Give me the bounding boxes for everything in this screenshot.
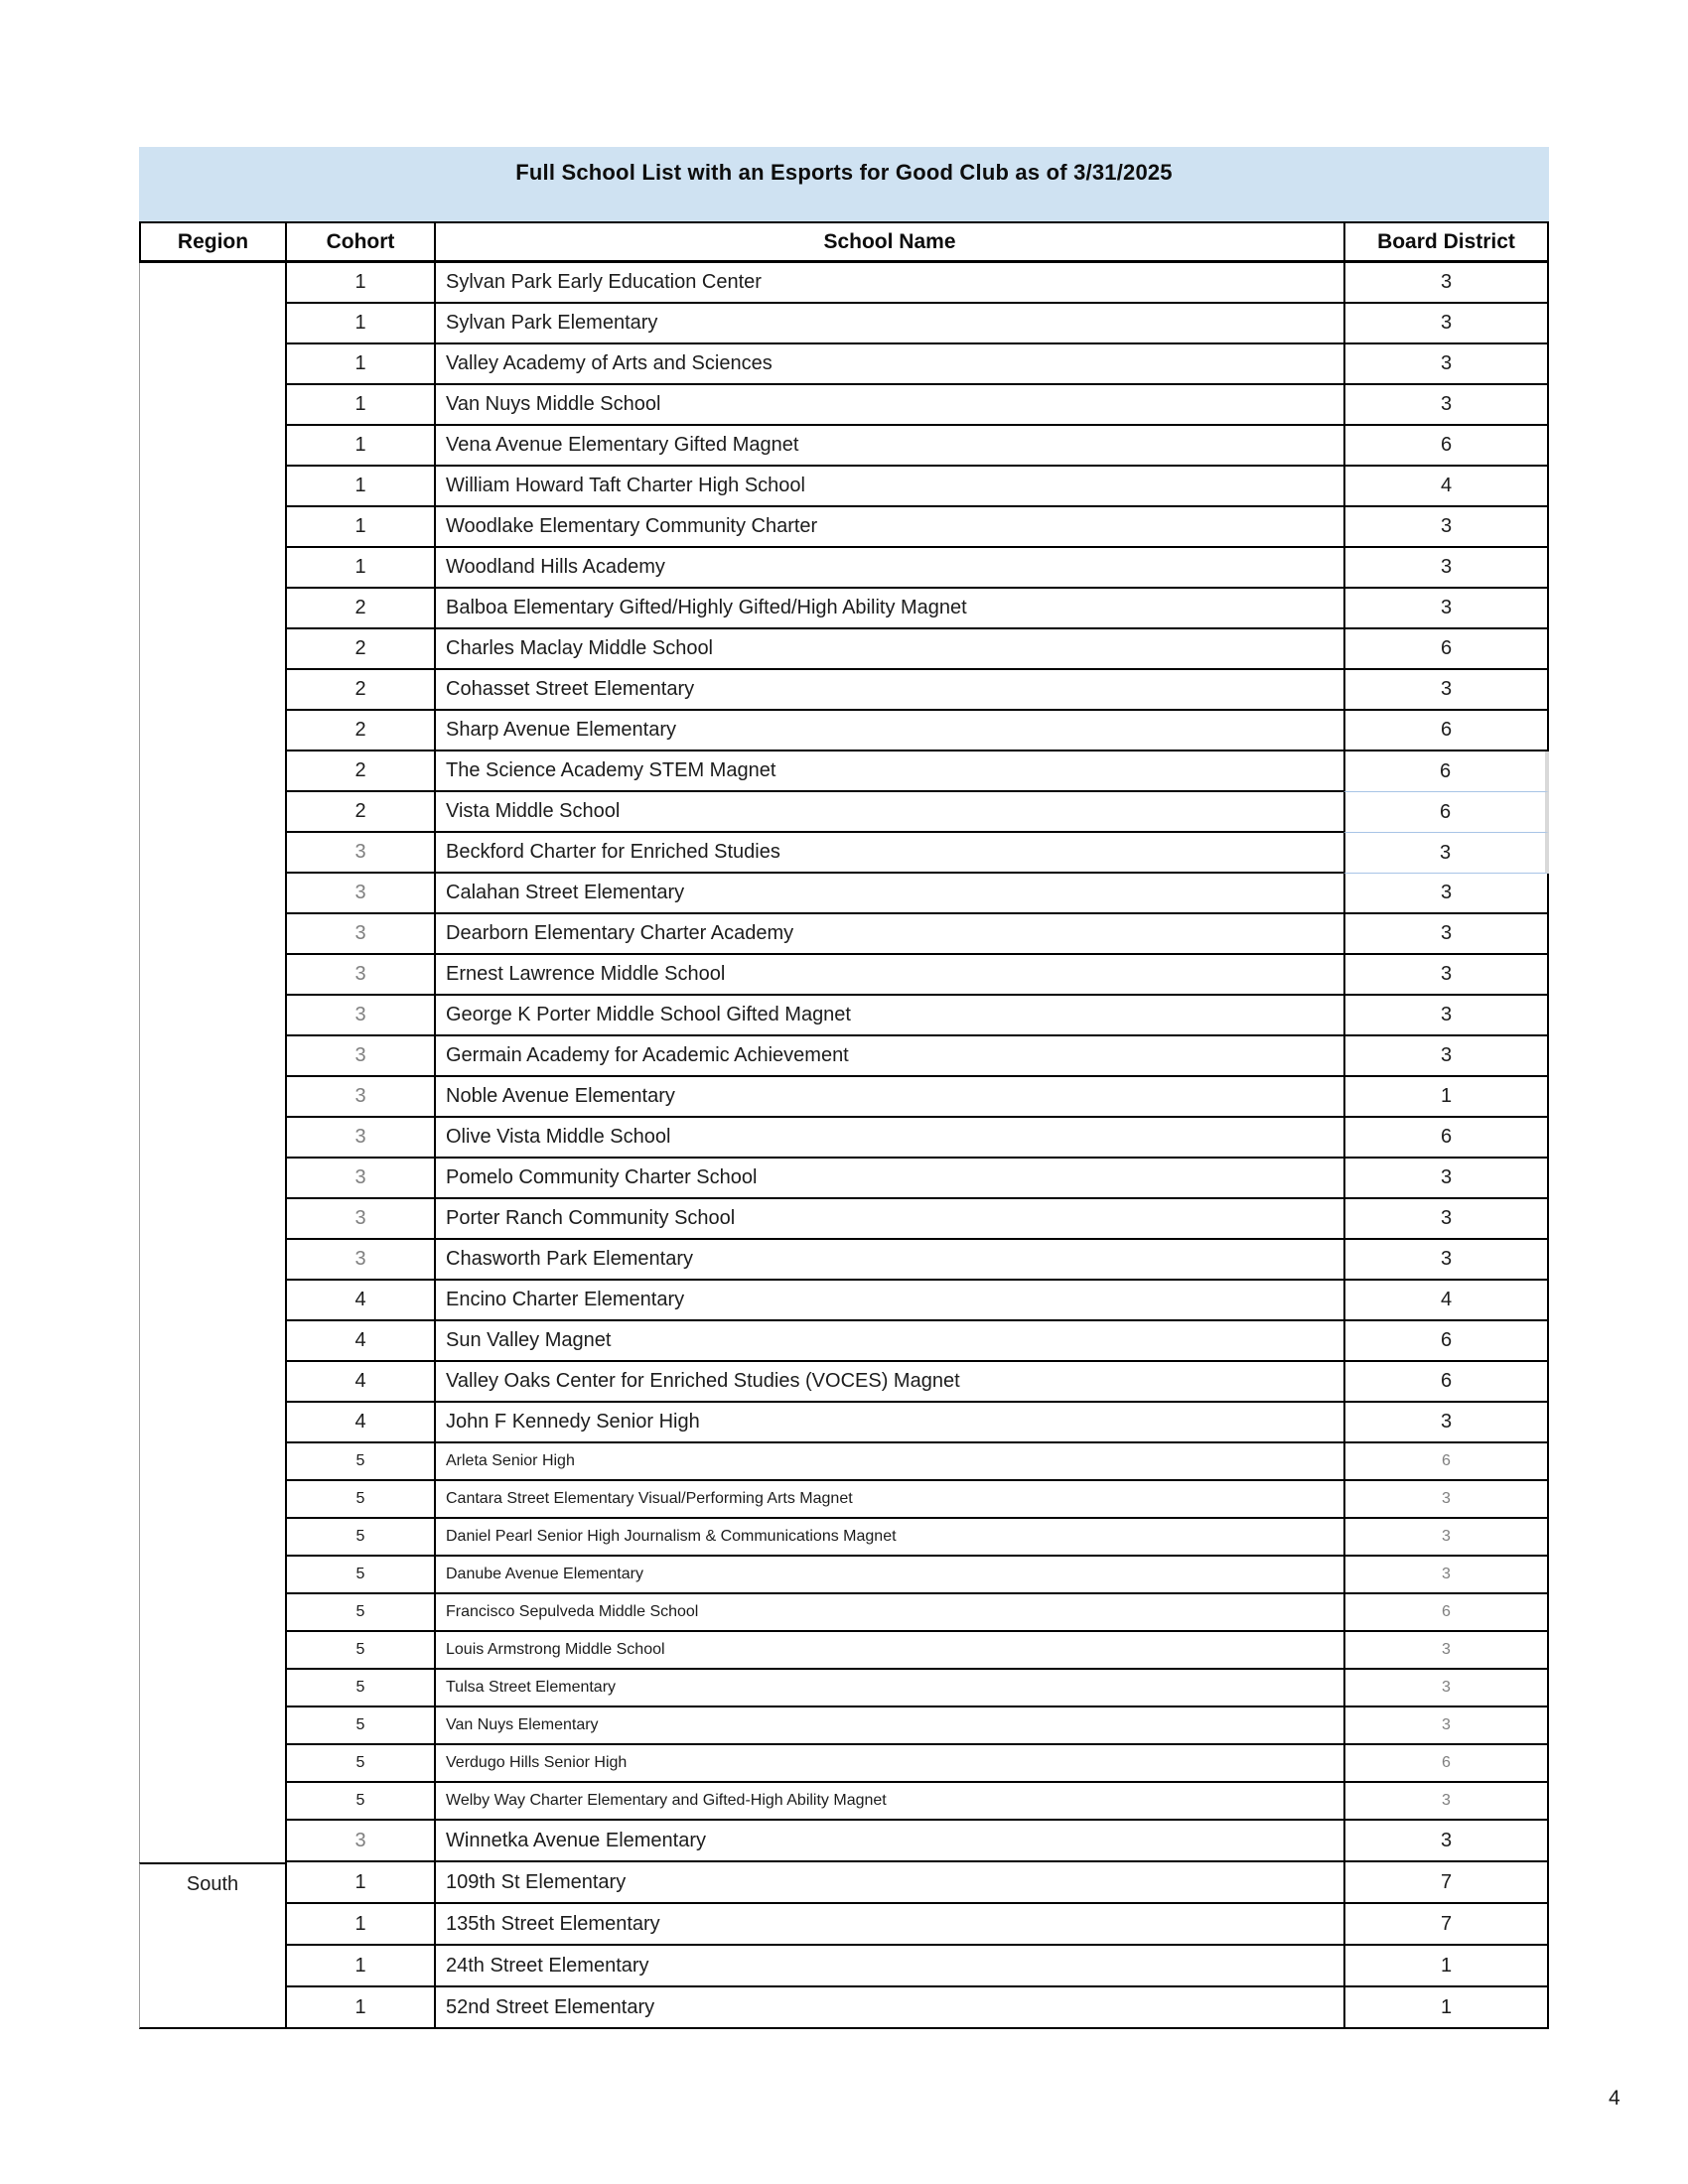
cohort-cell: 3 bbox=[285, 1077, 434, 1118]
region-cell bbox=[139, 1904, 285, 1946]
table-row bbox=[139, 1362, 1549, 1403]
region-cell bbox=[139, 629, 285, 670]
school-name-cell: Noble Avenue Elementary bbox=[434, 1077, 1343, 1118]
school-name-cell: Woodlake Elementary Community Charter bbox=[434, 507, 1343, 548]
table-row bbox=[139, 1904, 1549, 1946]
cohort-cell: 5 bbox=[285, 1519, 434, 1557]
table-row bbox=[139, 1783, 1549, 1821]
region-cell bbox=[139, 1036, 285, 1077]
board-district-cell: 6 bbox=[1343, 629, 1549, 670]
board-district-cell: 7 bbox=[1343, 1904, 1549, 1946]
school-name-cell: Sylvan Park Elementary bbox=[434, 304, 1343, 344]
region-cell bbox=[139, 467, 285, 507]
board-district-cell: 4 bbox=[1343, 1281, 1549, 1321]
table-row bbox=[139, 1594, 1549, 1632]
table-row bbox=[139, 1199, 1549, 1240]
table-row bbox=[139, 1987, 1549, 2029]
board-district-cell: 6 bbox=[1343, 1362, 1549, 1403]
school-name-cell: Porter Ranch Community School bbox=[434, 1199, 1343, 1240]
region-cell bbox=[139, 1159, 285, 1199]
school-name-cell: 109th St Elementary bbox=[434, 1862, 1343, 1904]
table-row bbox=[139, 751, 1549, 792]
region-cell bbox=[139, 1821, 285, 1862]
table-row bbox=[139, 1670, 1549, 1707]
table-row bbox=[139, 263, 1549, 304]
school-name-cell: The Science Academy STEM Magnet bbox=[434, 751, 1343, 792]
region-cell bbox=[139, 1443, 285, 1481]
school-name-cell: Vena Avenue Elementary Gifted Magnet bbox=[434, 426, 1343, 467]
school-name-cell: Dearborn Elementary Charter Academy bbox=[434, 914, 1343, 955]
cohort-cell: 1 bbox=[285, 426, 434, 467]
table-row bbox=[139, 1481, 1549, 1519]
board-district-cell: 3 bbox=[1343, 507, 1549, 548]
cohort-cell: 4 bbox=[285, 1403, 434, 1443]
board-district-cell: 3 bbox=[1343, 589, 1549, 629]
region-cell bbox=[139, 344, 285, 385]
table-body bbox=[139, 263, 1549, 2029]
school-name-cell: Valley Oaks Center for Enriched Studies (VOCES) Magnet bbox=[434, 1362, 1343, 1403]
school-name-cell: Van Nuys Middle School bbox=[434, 385, 1343, 426]
region-cell bbox=[139, 385, 285, 426]
region-cell bbox=[139, 1281, 285, 1321]
school-name-cell: John F Kennedy Senior High bbox=[434, 1403, 1343, 1443]
cohort-cell: 5 bbox=[285, 1557, 434, 1594]
cohort-cell: 1 bbox=[285, 385, 434, 426]
school-name-cell: Verdugo Hills Senior High bbox=[434, 1745, 1343, 1783]
board-district-cell: 3 bbox=[1343, 914, 1549, 955]
region-cell bbox=[139, 1321, 285, 1362]
table-row bbox=[139, 1036, 1549, 1077]
school-name-cell: Beckford Charter for Enriched Studies bbox=[434, 833, 1343, 874]
board-district-cell: 3 bbox=[1343, 1199, 1549, 1240]
table-row bbox=[139, 1118, 1549, 1159]
cohort-cell: 1 bbox=[285, 1904, 434, 1946]
board-district-cell: 6 bbox=[1343, 792, 1549, 833]
cohort-cell: 3 bbox=[285, 833, 434, 874]
school-name-cell: Winnetka Avenue Elementary bbox=[434, 1821, 1343, 1862]
cohort-cell: 3 bbox=[285, 1159, 434, 1199]
board-district-cell: 3 bbox=[1343, 1519, 1549, 1557]
table-row bbox=[139, 955, 1549, 996]
table-row bbox=[139, 792, 1549, 833]
region-cell bbox=[139, 955, 285, 996]
board-district-cell: 6 bbox=[1343, 1594, 1549, 1632]
table-row bbox=[139, 589, 1549, 629]
region-cell bbox=[139, 1594, 285, 1632]
table-title-banner bbox=[139, 147, 1549, 221]
school-name-cell: Danube Avenue Elementary bbox=[434, 1557, 1343, 1594]
school-name-cell: Encino Charter Elementary bbox=[434, 1281, 1343, 1321]
region-cell bbox=[139, 1745, 285, 1783]
board-district-cell: 3 bbox=[1343, 1403, 1549, 1443]
table-row bbox=[139, 1321, 1549, 1362]
region-cell bbox=[139, 1987, 285, 2029]
region-cell bbox=[139, 1077, 285, 1118]
region-cell bbox=[139, 833, 285, 874]
table-row bbox=[139, 385, 1549, 426]
region-cell bbox=[139, 1632, 285, 1670]
cohort-cell: 5 bbox=[285, 1670, 434, 1707]
region-cell bbox=[139, 1118, 285, 1159]
school-name-cell: Sharp Avenue Elementary bbox=[434, 711, 1343, 751]
region-cell bbox=[139, 914, 285, 955]
table-row bbox=[139, 996, 1549, 1036]
cohort-cell: 3 bbox=[285, 874, 434, 914]
cohort-cell: 3 bbox=[285, 955, 434, 996]
table-row bbox=[139, 1240, 1549, 1281]
cohort-cell: 3 bbox=[285, 1118, 434, 1159]
school-name-cell: 135th Street Elementary bbox=[434, 1904, 1343, 1946]
cohort-cell: 1 bbox=[285, 304, 434, 344]
board-district-cell: 3 bbox=[1343, 670, 1549, 711]
school-name-cell: Valley Academy of Arts and Sciences bbox=[434, 344, 1343, 385]
board-district-cell: 3 bbox=[1343, 1821, 1549, 1862]
board-district-cell: 3 bbox=[1343, 548, 1549, 589]
region-cell bbox=[139, 1519, 285, 1557]
region-cell bbox=[139, 1783, 285, 1821]
cohort-cell: 5 bbox=[285, 1632, 434, 1670]
school-name-cell: Sylvan Park Early Education Center bbox=[434, 263, 1343, 304]
cohort-cell: 3 bbox=[285, 1240, 434, 1281]
region-cell bbox=[139, 426, 285, 467]
school-name-cell: Arleta Senior High bbox=[434, 1443, 1343, 1481]
board-district-cell: 3 bbox=[1343, 955, 1549, 996]
table-row bbox=[139, 914, 1549, 955]
school-name-cell: Cantara Street Elementary Visual/Performing Arts Magnet bbox=[434, 1481, 1343, 1519]
region-cell bbox=[139, 589, 285, 629]
region-cell bbox=[139, 1557, 285, 1594]
cohort-cell: 1 bbox=[285, 263, 434, 304]
board-district-cell: 1 bbox=[1343, 1987, 1549, 2029]
school-name-cell: Woodland Hills Academy bbox=[434, 548, 1343, 589]
cohort-cell: 2 bbox=[285, 629, 434, 670]
table-row bbox=[139, 304, 1549, 344]
table-row bbox=[139, 548, 1549, 589]
table-row bbox=[139, 1707, 1549, 1745]
region-cell bbox=[139, 1481, 285, 1519]
board-district-cell: 6 bbox=[1343, 1321, 1549, 1362]
school-name-cell: Balboa Elementary Gifted/Highly Gifted/High Ability Magnet bbox=[434, 589, 1343, 629]
school-name-cell: Olive Vista Middle School bbox=[434, 1118, 1343, 1159]
table-row bbox=[139, 1557, 1549, 1594]
table-row bbox=[139, 1946, 1549, 1987]
region-cell bbox=[139, 670, 285, 711]
region-cell bbox=[139, 1199, 285, 1240]
region-cell bbox=[139, 792, 285, 833]
table-row bbox=[139, 629, 1549, 670]
board-district-cell: 1 bbox=[1343, 1077, 1549, 1118]
region-cell bbox=[139, 1670, 285, 1707]
cohort-cell: 2 bbox=[285, 792, 434, 833]
cohort-cell: 5 bbox=[285, 1707, 434, 1745]
region-cell bbox=[139, 263, 285, 304]
school-name-cell: Vista Middle School bbox=[434, 792, 1343, 833]
table-row bbox=[139, 426, 1549, 467]
region-cell bbox=[139, 1240, 285, 1281]
region-cell bbox=[139, 874, 285, 914]
cohort-cell: 5 bbox=[285, 1594, 434, 1632]
cohort-cell: 2 bbox=[285, 589, 434, 629]
table-row bbox=[139, 1745, 1549, 1783]
region-cell bbox=[139, 1707, 285, 1745]
table-row bbox=[139, 467, 1549, 507]
school-name-cell: 52nd Street Elementary bbox=[434, 1987, 1343, 2029]
board-district-cell: 6 bbox=[1343, 1443, 1549, 1481]
school-name-cell: Pomelo Community Charter School bbox=[434, 1159, 1343, 1199]
cohort-cell: 4 bbox=[285, 1362, 434, 1403]
school-name-cell: Ernest Lawrence Middle School bbox=[434, 955, 1343, 996]
table-row bbox=[139, 1519, 1549, 1557]
cohort-cell: 1 bbox=[285, 507, 434, 548]
cohort-cell: 2 bbox=[285, 751, 434, 792]
school-name-cell: Louis Armstrong Middle School bbox=[434, 1632, 1343, 1670]
cohort-cell: 4 bbox=[285, 1281, 434, 1321]
school-name-cell: Cohasset Street Elementary bbox=[434, 670, 1343, 711]
school-name-cell: Germain Academy for Academic Achievement bbox=[434, 1036, 1343, 1077]
school-name-cell: Tulsa Street Elementary bbox=[434, 1670, 1343, 1707]
cohort-cell: 5 bbox=[285, 1783, 434, 1821]
board-district-cell: 3 bbox=[1343, 263, 1549, 304]
cohort-cell: 1 bbox=[285, 467, 434, 507]
table-row bbox=[139, 1632, 1549, 1670]
board-district-cell: 3 bbox=[1343, 1240, 1549, 1281]
page-number: 4 bbox=[1609, 2087, 1620, 2110]
board-district-cell: 6 bbox=[1343, 751, 1549, 792]
school-name-cell: Van Nuys Elementary bbox=[434, 1707, 1343, 1745]
cohort-cell: 1 bbox=[285, 344, 434, 385]
cohort-cell: 3 bbox=[285, 996, 434, 1036]
table-row bbox=[139, 1403, 1549, 1443]
board-district-cell: 6 bbox=[1343, 1118, 1549, 1159]
board-district-cell: 3 bbox=[1343, 874, 1549, 914]
board-district-cell: 3 bbox=[1343, 1481, 1549, 1519]
school-name-cell: 24th Street Elementary bbox=[434, 1946, 1343, 1987]
board-district-cell: 1 bbox=[1343, 1946, 1549, 1987]
school-name-cell: George K Porter Middle School Gifted Magnet bbox=[434, 996, 1343, 1036]
table-row bbox=[139, 507, 1549, 548]
cohort-cell: 1 bbox=[285, 548, 434, 589]
board-district-cell: 3 bbox=[1343, 1557, 1549, 1594]
region-cell bbox=[139, 304, 285, 344]
school-name-cell: Daniel Pearl Senior High Journalism & Communications Magnet bbox=[434, 1519, 1343, 1557]
table-row bbox=[139, 1281, 1549, 1321]
table-row bbox=[139, 833, 1549, 874]
table-row bbox=[139, 1077, 1549, 1118]
cohort-cell: 4 bbox=[285, 1321, 434, 1362]
region-cell bbox=[139, 507, 285, 548]
region-cell bbox=[139, 1362, 285, 1403]
board-district-cell: 3 bbox=[1343, 1670, 1549, 1707]
region-cell bbox=[139, 1946, 285, 1987]
table-row bbox=[139, 711, 1549, 751]
table-row bbox=[139, 1862, 1549, 1904]
school-name-cell: Francisco Sepulveda Middle School bbox=[434, 1594, 1343, 1632]
board-district-cell: 3 bbox=[1343, 344, 1549, 385]
column-header-school-name: School Name bbox=[434, 223, 1343, 260]
school-name-cell: William Howard Taft Charter High School bbox=[434, 467, 1343, 507]
board-district-cell: 3 bbox=[1343, 1036, 1549, 1077]
board-district-cell: 6 bbox=[1343, 426, 1549, 467]
board-district-cell: 3 bbox=[1343, 304, 1549, 344]
school-name-cell: Charles Maclay Middle School bbox=[434, 629, 1343, 670]
column-header-region: Region bbox=[139, 223, 285, 260]
cohort-cell: 1 bbox=[285, 1862, 434, 1904]
table-header-row bbox=[139, 221, 1549, 263]
region-cell bbox=[139, 1403, 285, 1443]
column-header-cohort: Cohort bbox=[285, 223, 434, 260]
cohort-cell: 5 bbox=[285, 1481, 434, 1519]
board-district-cell: 3 bbox=[1343, 833, 1549, 874]
region-cell bbox=[139, 751, 285, 792]
table-row bbox=[139, 874, 1549, 914]
board-district-cell: 6 bbox=[1343, 711, 1549, 751]
table-row bbox=[139, 670, 1549, 711]
school-list-table bbox=[139, 147, 1549, 2029]
cohort-cell: 3 bbox=[285, 1036, 434, 1077]
school-name-cell: Calahan Street Elementary bbox=[434, 874, 1343, 914]
board-district-cell: 3 bbox=[1343, 1159, 1549, 1199]
table-row bbox=[139, 1443, 1549, 1481]
cohort-cell: 3 bbox=[285, 1821, 434, 1862]
region-cell: South bbox=[139, 1862, 285, 1904]
cohort-cell: 2 bbox=[285, 711, 434, 751]
cohort-cell: 3 bbox=[285, 1199, 434, 1240]
cohort-cell: 1 bbox=[285, 1987, 434, 2029]
cohort-cell: 5 bbox=[285, 1443, 434, 1481]
board-district-cell: 3 bbox=[1343, 1783, 1549, 1821]
cohort-cell: 2 bbox=[285, 670, 434, 711]
table-row bbox=[139, 1821, 1549, 1862]
table-title: Full School List with an Esports for Good Club as of 3/31/2025 bbox=[515, 160, 1173, 185]
cohort-cell: 1 bbox=[285, 1946, 434, 1987]
school-name-cell: Chasworth Park Elementary bbox=[434, 1240, 1343, 1281]
region-cell bbox=[139, 996, 285, 1036]
board-district-cell: 7 bbox=[1343, 1862, 1549, 1904]
board-district-cell: 3 bbox=[1343, 996, 1549, 1036]
board-district-cell: 3 bbox=[1343, 385, 1549, 426]
board-district-cell: 3 bbox=[1343, 1707, 1549, 1745]
table-row bbox=[139, 344, 1549, 385]
cohort-cell: 3 bbox=[285, 914, 434, 955]
table-row bbox=[139, 1159, 1549, 1199]
board-district-cell: 6 bbox=[1343, 1745, 1549, 1783]
board-district-cell: 4 bbox=[1343, 467, 1549, 507]
column-header-board-district: Board District bbox=[1343, 223, 1549, 260]
board-district-cell: 3 bbox=[1343, 1632, 1549, 1670]
cohort-cell: 5 bbox=[285, 1745, 434, 1783]
region-cell bbox=[139, 548, 285, 589]
school-name-cell: Welby Way Charter Elementary and Gifted-High Ability Magnet bbox=[434, 1783, 1343, 1821]
region-cell bbox=[139, 711, 285, 751]
school-name-cell: Sun Valley Magnet bbox=[434, 1321, 1343, 1362]
